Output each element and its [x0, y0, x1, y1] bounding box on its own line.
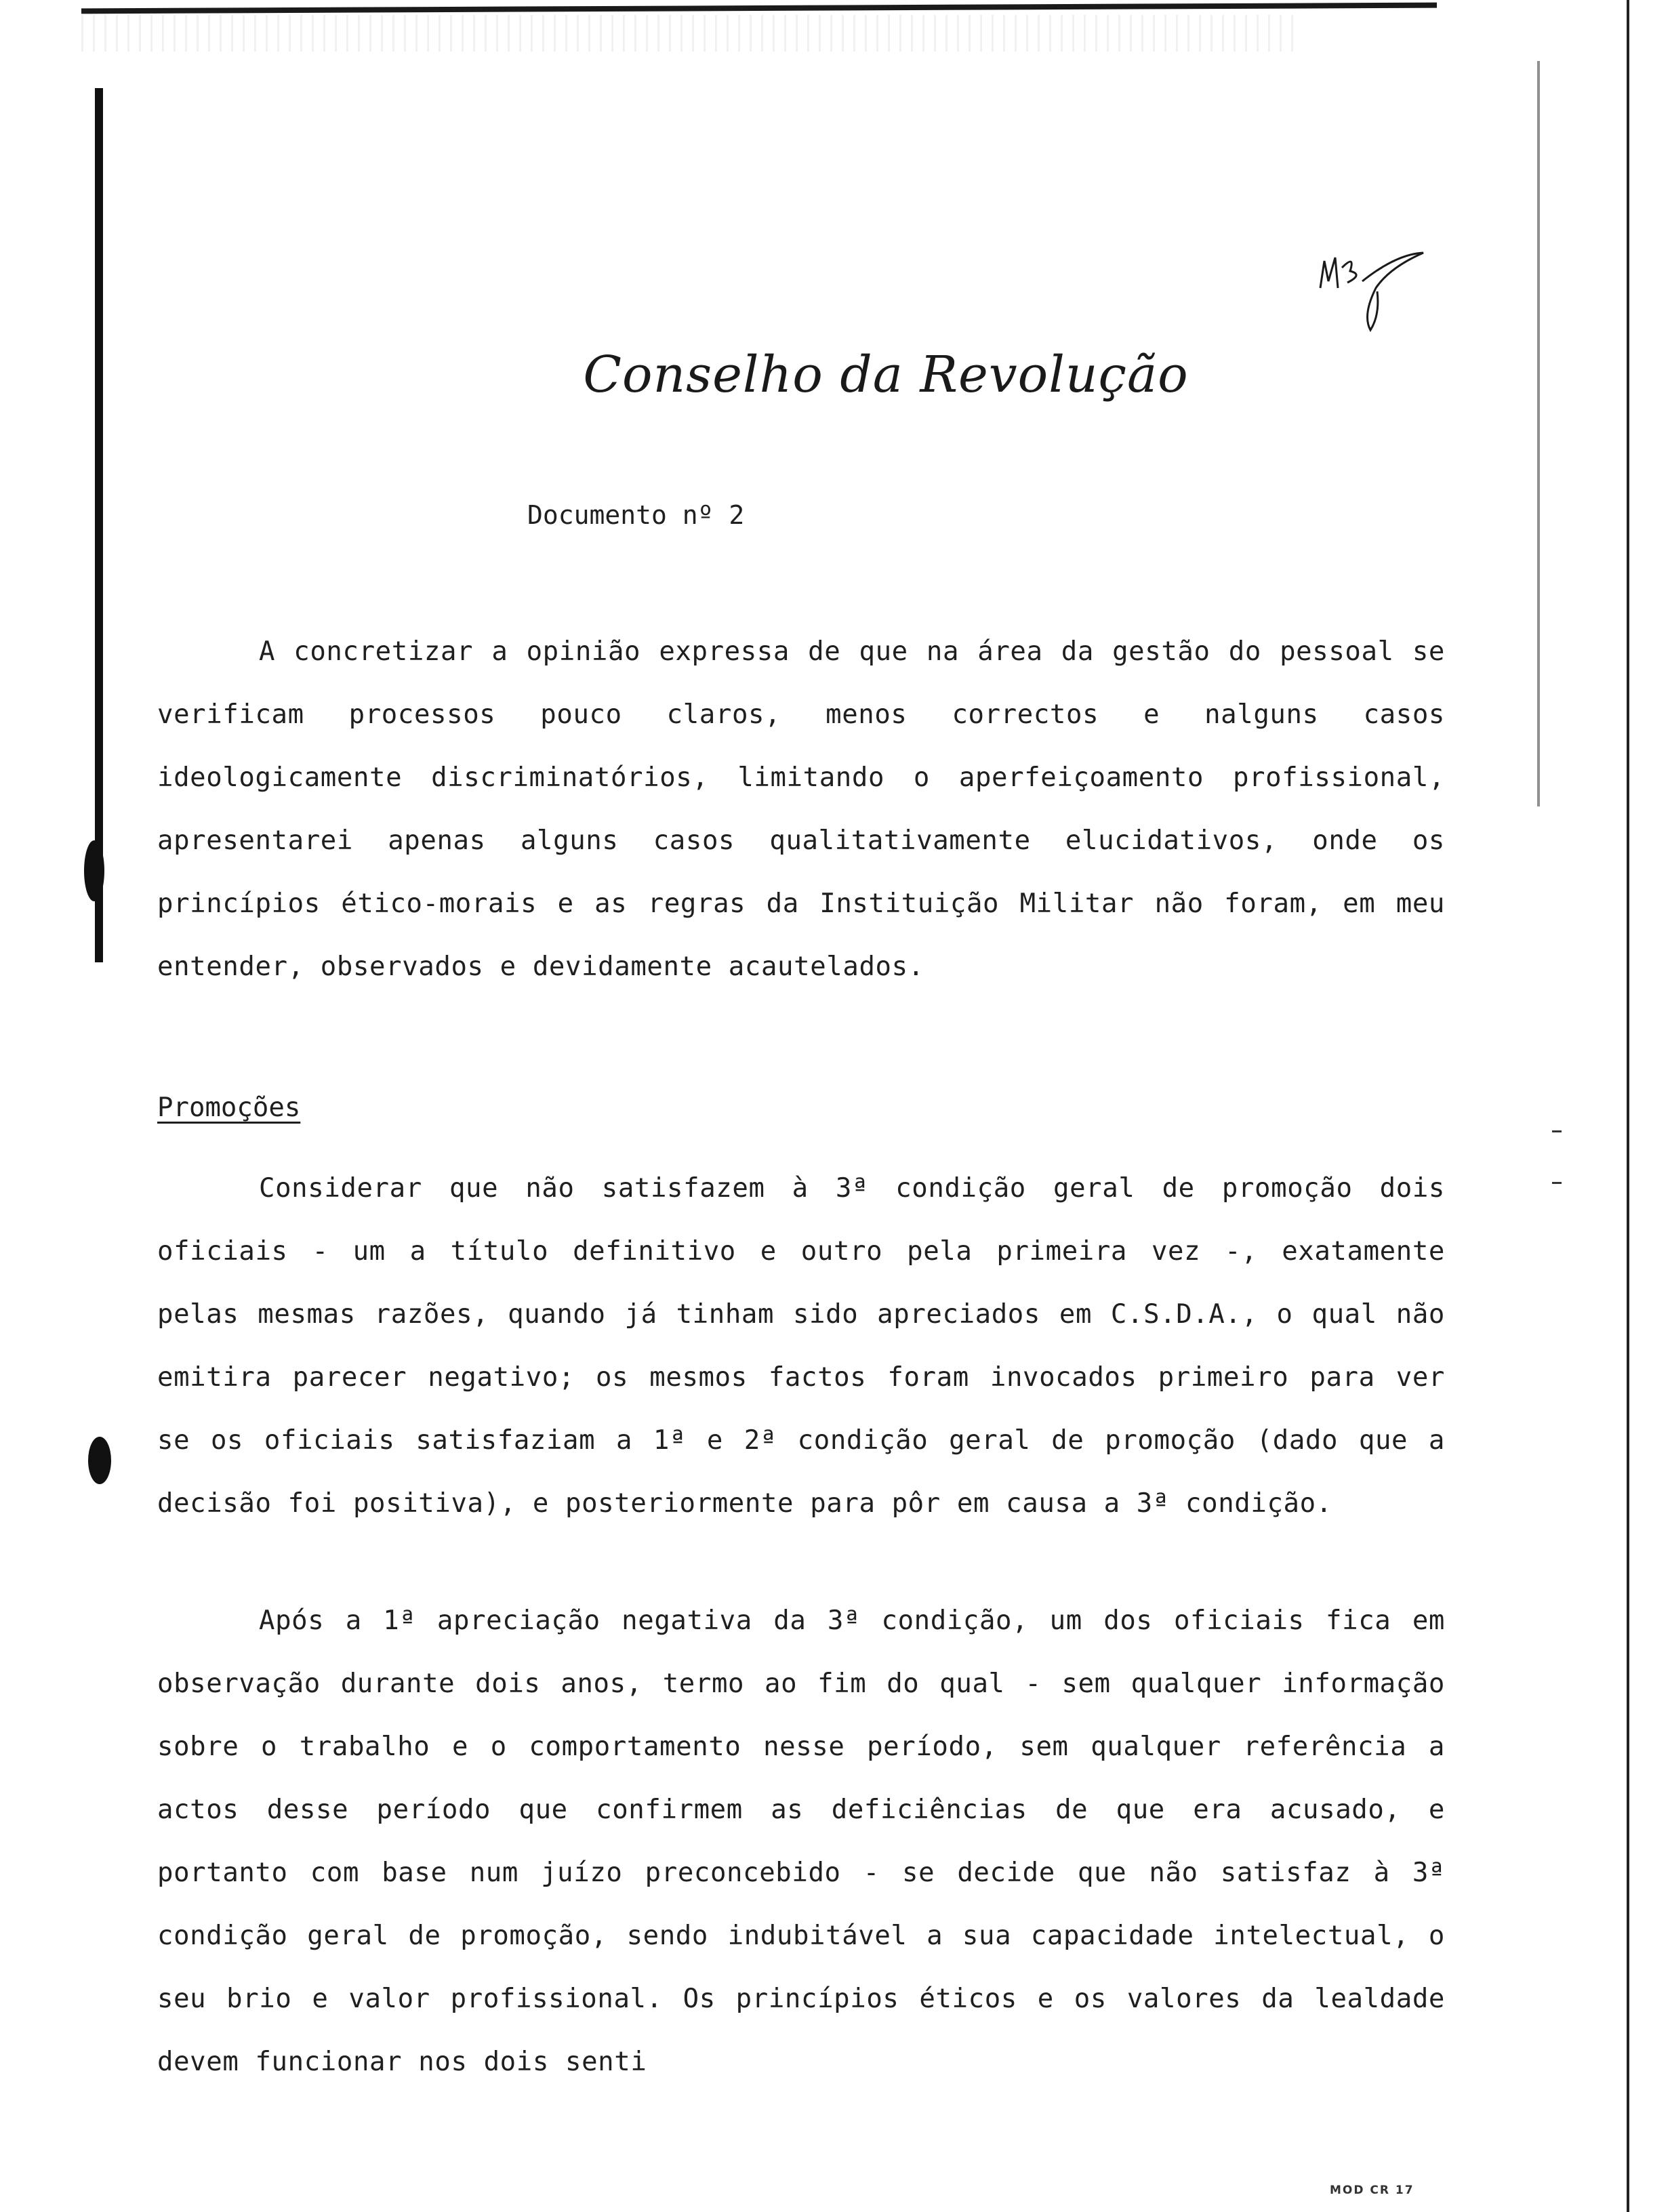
- form-code: MOD CR 17: [1330, 2184, 1414, 2197]
- right-edge-rule-inner: [1537, 61, 1540, 806]
- section-heading-promocoes: Promoções: [157, 1092, 301, 1123]
- document-letterhead: Conselho da Revolução: [583, 346, 1189, 404]
- promocoes-paragraph-1: Considerar que não satisfazem à 3ª condição geral de promoção dois oficiais - um a título definitivo e outro pela primeira vez -, exatamente pelas mesmas razões, quando já tinham sido apreciados em C.S.D.A., o qual não emitira parecer negativo; os mesmos factos foram invocados primeiro para ver se os oficiais satisfaziam a 1ª e 2ª condição geral de promoção (dado que a decisão foi positiva), e posteriormente para pôr em causa a 3ª condição.: [157, 1173, 1445, 1519]
- right-margin-dash: [1552, 1130, 1562, 1132]
- promocoes-paragraph-2: Após a 1ª apreciação negativa da 3ª condição, um dos oficiais fica em observação durante dois anos, termo ao fim do qual - sem qualquer informação sobre o trabalho e o comportamento nesse período, sem qualquer referência a actos desse período que confirmem as deficiências de que era acusado, e portanto com base num juízo preconcebido - se decide que não satisfaz à 3ª condição geral de promoção, sendo indubitável a sua capacidade intelectual, o seu brio e valor profissional. Os princípios éticos e os valores da lealdade devem funcionar nos dois senti: [157, 1605, 1445, 2077]
- top-edge-rule: [81, 3, 1437, 14]
- punch-hole-mark-lower: [88, 1437, 111, 1484]
- right-margin-dash: [1552, 1182, 1562, 1184]
- left-binding-bar: [95, 88, 103, 962]
- top-scan-noise: [81, 15, 1301, 52]
- document-number: Documento nº 2: [527, 500, 745, 530]
- right-edge-rule-outer: [1627, 0, 1629, 2212]
- handwritten-monogram: [1315, 241, 1430, 335]
- punch-hole-mark-upper: [84, 840, 104, 901]
- intro-paragraph: A concretizar a opinião expressa de que na área da gestão do pessoal se verificam processos pouco claros, menos correctos e nalguns casos ideologicamente discriminatórios, limitando o aperfeiçoamento profissional, apresentarei apenas alguns casos qualitativamente elucidativos, onde os princípios ético-morais e as regras da Instituição Militar não foram, em meu entender, observados e devidamente acautelados.: [157, 636, 1445, 982]
